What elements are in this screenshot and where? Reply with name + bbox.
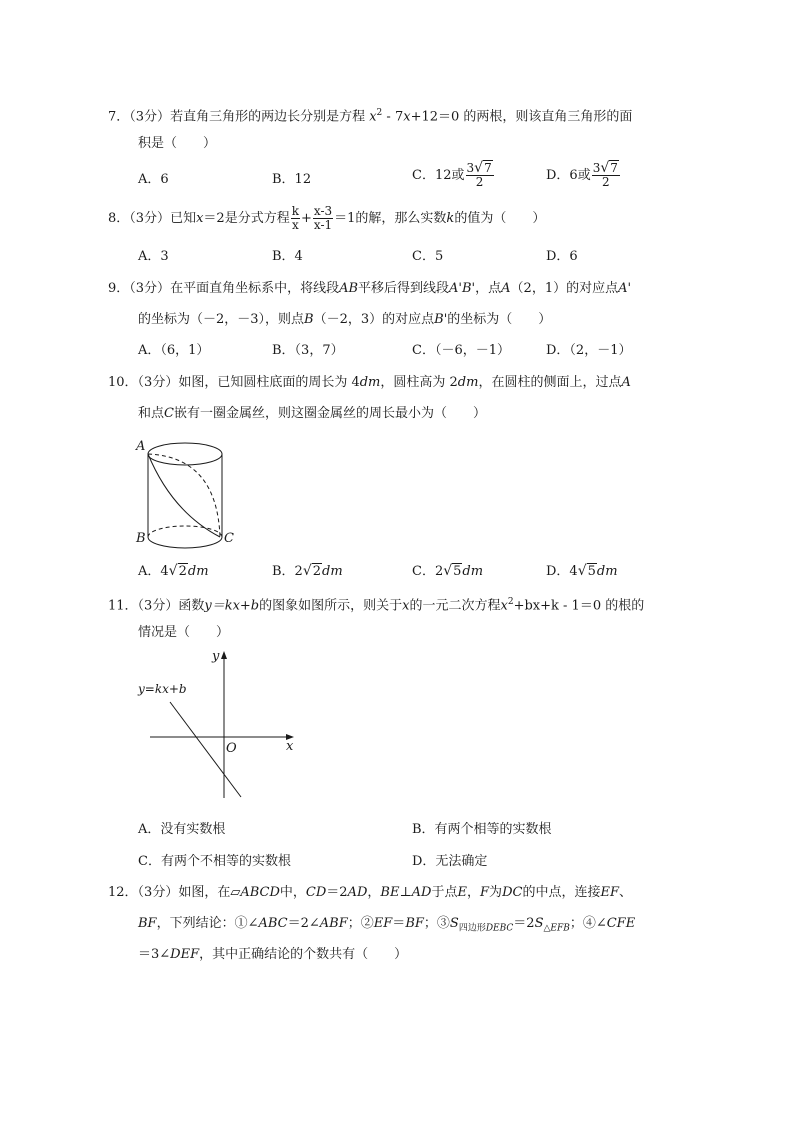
cylinder-figure xyxy=(132,432,242,552)
var-cd: CD xyxy=(305,885,327,900)
question-text: ，点 xyxy=(475,281,502,296)
var-ef: EF xyxy=(373,916,393,931)
label-y: y xyxy=(212,649,220,664)
q10-option-a xyxy=(138,561,209,582)
label-a: A xyxy=(136,439,146,454)
unit-dm: dm xyxy=(322,564,343,579)
question-text: 为 xyxy=(489,885,503,900)
question-text: 于点 xyxy=(431,885,458,900)
var-x: x xyxy=(403,109,411,125)
label-equation: y=kx+b xyxy=(138,682,187,696)
question-9-line-1 xyxy=(108,279,631,299)
var-ab: AB xyxy=(339,281,359,296)
question-text: - 7 xyxy=(382,109,404,125)
radicand: 2 xyxy=(178,564,187,579)
question-text: （－2，3）的对应点 xyxy=(313,312,435,327)
wire-front-path xyxy=(148,454,220,537)
label-b: B xyxy=(136,531,146,546)
var-bf: BF xyxy=(405,916,424,931)
question-text: ＝3∠ xyxy=(138,947,171,962)
q8-option-b: B．4 xyxy=(272,249,303,264)
var-x: x xyxy=(500,598,508,614)
coef: 3 xyxy=(466,161,475,175)
question-text: ；② xyxy=(347,916,374,931)
fraction xyxy=(466,162,494,189)
q8-option-d: D．6 xyxy=(546,249,578,264)
question-text: +12＝0 的两根，则该直角三角形的面 xyxy=(410,109,633,125)
subscript-text: △ xyxy=(543,923,551,934)
question-text: ；④∠ xyxy=(569,916,607,931)
radicand: 5 xyxy=(453,564,462,579)
radicand: 7 xyxy=(484,161,492,175)
q11-option-b: B．有两个相等的实数根 xyxy=(412,822,552,837)
var-be: BE xyxy=(380,885,400,900)
unit-dm: dm xyxy=(596,564,618,579)
var-c: C xyxy=(164,406,174,421)
var-abc: ABC xyxy=(258,916,288,931)
unit-dm: dm xyxy=(187,564,209,579)
question-score: （3分） xyxy=(129,109,171,125)
question-text: 如图，已知圆柱底面的周长为 4 xyxy=(178,375,360,390)
question-text: ＝2∠ xyxy=(287,916,320,931)
question-text: 如图，在▱ xyxy=(178,885,241,900)
question-score: （3分） xyxy=(137,375,179,390)
question-7-line-2: 积是（ ） xyxy=(138,136,217,151)
var-x: x xyxy=(402,598,410,614)
question-text: 平移后得到线段 xyxy=(358,281,450,296)
label-c: C xyxy=(224,531,234,546)
sqrt-icon: √ xyxy=(168,563,178,579)
question-text: 的值为（ ） xyxy=(454,211,546,226)
var-f: F xyxy=(480,885,490,900)
question-12-line-3 xyxy=(138,945,407,965)
q11-option-a: A．没有实数根 xyxy=(138,822,226,837)
question-text: +bx+k - 1＝0 的根的 xyxy=(513,598,645,614)
denominator: x xyxy=(291,218,299,232)
question-number: 7． xyxy=(108,109,130,125)
subscript-text: 四边形 xyxy=(458,923,486,934)
question-text: ， xyxy=(367,885,381,900)
var-ap: A' xyxy=(618,281,632,296)
question-score: （3分） xyxy=(137,598,179,614)
fraction xyxy=(592,162,620,189)
q7-option-d xyxy=(546,162,621,189)
var-bp: B' xyxy=(434,312,448,327)
question-text: ， xyxy=(467,885,481,900)
question-number: 9． xyxy=(108,281,130,296)
question-text: 若直角三角形的两边长分别是方程 xyxy=(170,109,370,125)
var-x: x xyxy=(196,211,204,226)
q7-option-b: B．12 xyxy=(272,172,312,187)
equation: y＝kx+b xyxy=(204,598,260,614)
option-label: A．4 xyxy=(138,564,169,579)
cylinder-top-ellipse xyxy=(148,443,222,465)
option-label: D．6或 xyxy=(546,168,591,183)
var-ad: AD xyxy=(411,885,432,900)
question-text: 、 xyxy=(618,885,632,900)
numerator: k xyxy=(291,204,299,218)
question-text: ，其中正确结论的个数共有（ ） xyxy=(199,947,408,962)
var-a: A xyxy=(621,375,631,390)
sqrt-icon: √ xyxy=(474,160,484,176)
q10-option-d xyxy=(546,561,618,582)
cylinder-bottom-front-arc xyxy=(148,537,222,548)
q9-option-d: D．（2，－1） xyxy=(546,343,632,358)
q9-option-b: B．（3，7） xyxy=(272,343,344,358)
question-score: （3分） xyxy=(129,281,171,296)
var-bf: BF xyxy=(138,916,157,931)
var-a: A xyxy=(501,281,511,296)
var-b: B xyxy=(304,312,314,327)
unit-dm: dm xyxy=(359,375,381,390)
question-text: 嵌有一圈金属丝，则这圈金属丝的周长最小为（ ） xyxy=(173,406,486,421)
subscript-var: EFB xyxy=(550,923,570,934)
question-number: 11． xyxy=(108,598,138,614)
question-text: 函数 xyxy=(178,598,205,614)
var-x: x xyxy=(369,109,377,125)
option-label: D．4 xyxy=(546,564,578,579)
question-text: 的一元二次方程 xyxy=(409,598,501,614)
radicand: 5 xyxy=(587,564,596,579)
question-text: ＝ xyxy=(392,916,406,931)
label-origin: O xyxy=(226,741,237,756)
question-10-line-2 xyxy=(138,404,486,424)
question-text: 和点 xyxy=(138,406,165,421)
question-7-line-1 xyxy=(108,103,632,127)
question-text: ，下列结论：①∠ xyxy=(156,916,259,931)
question-9-line-2 xyxy=(138,310,551,330)
q8-option-a: A．3 xyxy=(138,249,169,264)
numerator: x-3 xyxy=(313,204,333,218)
q10-option-b xyxy=(272,561,343,582)
sqrt-icon: √ xyxy=(577,563,587,579)
coef: 3 xyxy=(592,161,601,175)
var-cfe: CFE xyxy=(606,916,636,931)
radicand: 2 xyxy=(312,564,322,579)
line-graph-figure xyxy=(132,648,302,808)
question-text: 在平面直角坐标系中，将线段 xyxy=(170,281,340,296)
var-apbp: A'B' xyxy=(449,281,476,296)
question-11-line-1 xyxy=(108,592,644,616)
var-ad: AD xyxy=(347,885,368,900)
question-text: ，在圆柱的侧面上，过点 xyxy=(478,375,622,390)
question-text: 的中点，连接 xyxy=(522,885,601,900)
question-number: 10． xyxy=(108,375,138,390)
question-10-line-1 xyxy=(108,373,631,393)
question-12-line-1 xyxy=(108,883,632,903)
option-label: B．2 xyxy=(272,564,303,579)
question-text: ＝2是分式方程 xyxy=(203,211,290,226)
var-abcd: ABCD xyxy=(240,885,280,900)
fraction-x3-x1 xyxy=(313,205,333,232)
q11-option-c: C．有两个不相等的实数根 xyxy=(138,854,291,869)
option-label: C．2 xyxy=(412,564,444,579)
question-text: ＝2 xyxy=(513,916,535,931)
var-k: k xyxy=(446,211,455,226)
wire-back-path xyxy=(148,454,220,537)
exponent: 2 xyxy=(507,597,514,607)
label-x: x xyxy=(286,739,294,754)
q9-option-c: C．（－6，－1） xyxy=(412,343,510,358)
var-s: S xyxy=(449,916,459,931)
sqrt-icon: √ xyxy=(600,160,610,176)
question-text: 的坐标为（ ） xyxy=(447,312,552,327)
unit-dm: dm xyxy=(457,375,479,390)
question-11-line-2: 情况是（ ） xyxy=(138,625,230,640)
q11-option-d: D．无法确定 xyxy=(412,854,488,869)
fraction-k-x xyxy=(291,205,300,232)
question-12-line-2 xyxy=(138,914,635,939)
question-text: 的坐标为（－2，－3），则点 xyxy=(138,312,305,327)
question-text: ；③ xyxy=(423,916,450,931)
var-s: S xyxy=(534,916,544,931)
option-label: C．12或 xyxy=(412,168,465,183)
question-score: （3分） xyxy=(137,885,179,900)
question-number: 8． xyxy=(108,211,130,226)
exponent: 2 xyxy=(376,108,383,118)
sqrt-icon: √ xyxy=(443,563,453,579)
question-8-line-1 xyxy=(108,205,545,232)
question-text: 的图象如图所示，则关于 xyxy=(259,598,403,614)
q7-option-a: A．6 xyxy=(138,172,169,187)
y-axis-arrow-icon xyxy=(221,651,227,659)
denominator: 2 xyxy=(601,175,610,189)
q8-option-c: C．5 xyxy=(412,249,444,264)
var-def: DEF xyxy=(170,947,200,962)
q7-option-c xyxy=(412,162,495,189)
var-e: E xyxy=(457,885,467,900)
question-text: ＝2 xyxy=(326,885,348,900)
radicand: 7 xyxy=(610,161,618,175)
question-score: （3分） xyxy=(129,211,171,226)
question-text: ，圆柱高为 2 xyxy=(380,375,458,390)
question-text: 已知 xyxy=(170,211,197,226)
plus-sign: + xyxy=(300,211,312,226)
q10-option-c xyxy=(412,561,483,582)
subscript-var: DEBC xyxy=(485,923,514,934)
question-text: （2，1）的对应点 xyxy=(510,281,619,296)
var-dc: DC xyxy=(502,885,523,900)
unit-dm: dm xyxy=(462,564,484,579)
var-ef: EF xyxy=(600,885,619,900)
var-abf: ABF xyxy=(319,916,348,931)
question-text: 中， xyxy=(279,885,306,900)
sqrt-icon: √ xyxy=(302,563,312,579)
denominator: x-1 xyxy=(313,218,333,232)
q9-option-a: A．（6，1） xyxy=(138,343,210,358)
question-text: ＝1的解，那么实数 xyxy=(334,211,447,226)
perp-sign: ⊥ xyxy=(399,885,412,900)
denominator: 2 xyxy=(475,175,484,189)
question-number: 12． xyxy=(108,885,138,900)
